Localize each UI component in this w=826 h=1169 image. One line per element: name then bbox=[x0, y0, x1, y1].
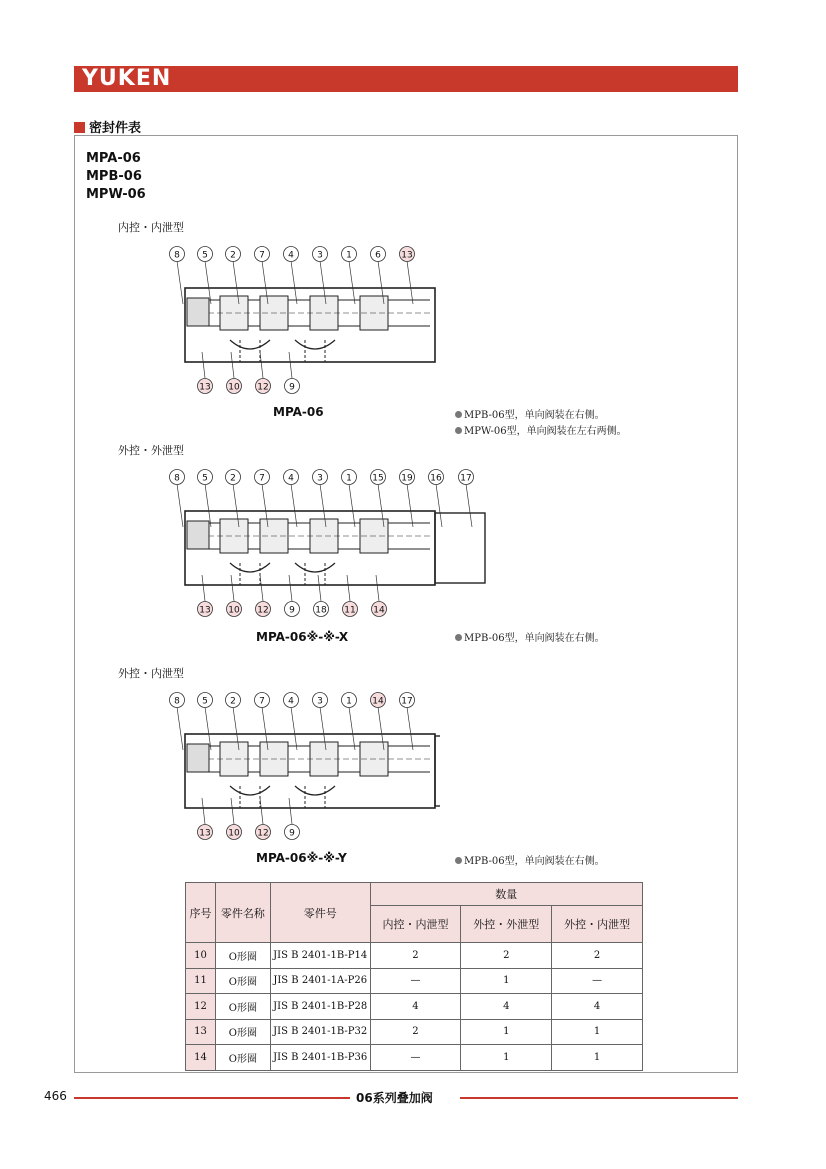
model-name: MPW-06 bbox=[86, 187, 146, 202]
cell-qty: 1 bbox=[552, 1045, 643, 1071]
callout-number: 13 bbox=[199, 828, 211, 839]
table-row bbox=[186, 1045, 643, 1071]
diagram-note: MPW-06型，单向阀装在左右两侧。 bbox=[455, 424, 627, 440]
header-quantity: 数量 bbox=[370, 883, 642, 906]
cell-qty: 4 bbox=[552, 994, 643, 1020]
header-part-number: 零件号 bbox=[270, 883, 370, 943]
page-number: 466 bbox=[44, 1089, 67, 1103]
cell-qty: 1 bbox=[461, 1045, 552, 1071]
callout-number: 17 bbox=[460, 473, 472, 484]
cell-qty: 2 bbox=[461, 943, 552, 969]
brand-header-bar bbox=[74, 66, 738, 92]
cell-qty: — bbox=[552, 968, 643, 994]
diagram-note: MPB-06型，单向阀装在右侧。 bbox=[455, 854, 605, 870]
cell-part-number: JIS B 2401-1B-P36 bbox=[270, 1045, 370, 1071]
callout-number: 17 bbox=[401, 696, 413, 707]
section-title: 密封件表 bbox=[74, 117, 141, 136]
diagram-title: MPA-06※-※-Y bbox=[256, 851, 347, 865]
cell-name: O形圈 bbox=[215, 943, 270, 969]
callout-number: 13 bbox=[199, 605, 211, 616]
callout-number: 16 bbox=[430, 473, 442, 484]
cell-qty: 2 bbox=[370, 1019, 461, 1045]
callout-number: 9 bbox=[289, 382, 295, 393]
callout-number: 15 bbox=[372, 473, 384, 484]
callout-number: 10 bbox=[228, 605, 240, 616]
callout-number: 13 bbox=[199, 382, 211, 393]
callout-number: 9 bbox=[289, 828, 295, 839]
callout-number: 2 bbox=[230, 250, 236, 261]
seal-parts-table bbox=[185, 882, 643, 1071]
callout-number: 13 bbox=[401, 250, 413, 261]
callout-number: 4 bbox=[288, 696, 294, 707]
callout-number: 2 bbox=[230, 473, 236, 484]
callout-number: 2 bbox=[230, 696, 236, 707]
diagram-note: MPB-06型，单向阀装在右侧。 bbox=[455, 631, 605, 647]
cell-index: 11 bbox=[186, 968, 216, 994]
footer-rule-right bbox=[460, 1097, 738, 1099]
callout-number: 10 bbox=[228, 382, 240, 393]
callout-number: 12 bbox=[257, 605, 269, 616]
section-marker bbox=[74, 122, 85, 133]
cell-part-number: JIS B 2401-1B-P32 bbox=[270, 1019, 370, 1045]
table-row bbox=[186, 994, 643, 1020]
callout-number: 3 bbox=[317, 250, 323, 261]
callout-number: 10 bbox=[228, 828, 240, 839]
diagram-subtitle: 外控・内泄型 bbox=[118, 667, 184, 680]
cell-qty: 2 bbox=[370, 943, 461, 969]
diagram-subtitle: 外控・外泄型 bbox=[118, 444, 184, 457]
cell-part-number: JIS B 2401-1B-P14 bbox=[270, 943, 370, 969]
cell-qty: 1 bbox=[552, 1019, 643, 1045]
valve-section-diagram bbox=[160, 240, 440, 400]
diagram-note: MPB-06型，单向阀装在右侧。 bbox=[455, 408, 605, 424]
callout-number: 9 bbox=[289, 605, 295, 616]
callout-number: 7 bbox=[259, 696, 265, 707]
callout-number: 12 bbox=[257, 828, 269, 839]
cell-qty: 1 bbox=[461, 968, 552, 994]
callout-number: 3 bbox=[317, 473, 323, 484]
cell-qty: — bbox=[370, 968, 461, 994]
model-list bbox=[86, 150, 146, 204]
footer-title: 06系列叠加阀 bbox=[356, 1091, 433, 1105]
model-name: MPA-06 bbox=[86, 151, 141, 166]
callout-number: 4 bbox=[288, 250, 294, 261]
diagram-title: MPA-06※-※-X bbox=[256, 630, 349, 644]
table-row bbox=[186, 1019, 643, 1045]
callout-number: 1 bbox=[346, 473, 352, 484]
table-row bbox=[186, 943, 643, 969]
callout-number: 14 bbox=[372, 696, 384, 707]
cell-index: 10 bbox=[186, 943, 216, 969]
callout-number: 4 bbox=[288, 473, 294, 484]
header-qty-type: 内控・内泄型 bbox=[370, 906, 461, 943]
callout-number: 8 bbox=[174, 250, 180, 261]
callout-number: 18 bbox=[315, 605, 327, 616]
callout-number: 8 bbox=[174, 696, 180, 707]
callout-number: 3 bbox=[317, 696, 323, 707]
callout-number: 11 bbox=[344, 605, 356, 616]
header-index: 序号 bbox=[186, 883, 216, 943]
cell-qty: — bbox=[370, 1045, 461, 1071]
callout-number: 14 bbox=[373, 605, 385, 616]
cell-index: 13 bbox=[186, 1019, 216, 1045]
cell-part-number: JIS B 2401-1A-P26 bbox=[270, 968, 370, 994]
cell-name: O形圈 bbox=[215, 1045, 270, 1071]
callout-number: 7 bbox=[259, 250, 265, 261]
cell-name: O形圈 bbox=[215, 968, 270, 994]
callout-number: 8 bbox=[174, 473, 180, 484]
callout-number: 1 bbox=[346, 696, 352, 707]
callout-number: 12 bbox=[257, 382, 269, 393]
brand-logo: YUKEN bbox=[82, 66, 172, 91]
cell-qty: 4 bbox=[461, 994, 552, 1020]
footer-rule-left bbox=[74, 1097, 350, 1099]
callout-number: 5 bbox=[202, 473, 208, 484]
model-name: MPB-06 bbox=[86, 169, 142, 184]
valve-section-diagram bbox=[160, 686, 440, 846]
callout-number: 5 bbox=[202, 250, 208, 261]
callout-number: 6 bbox=[375, 250, 381, 261]
callout-number: 7 bbox=[259, 473, 265, 484]
diagram-title: MPA-06 bbox=[273, 405, 324, 419]
cell-qty: 4 bbox=[370, 994, 461, 1020]
cell-qty: 1 bbox=[461, 1019, 552, 1045]
callout-number: 5 bbox=[202, 696, 208, 707]
callout-number: 19 bbox=[401, 473, 413, 484]
cell-index: 12 bbox=[186, 994, 216, 1020]
cell-name: O形圈 bbox=[215, 994, 270, 1020]
cell-name: O形圈 bbox=[215, 1019, 270, 1045]
header-qty-type: 外控・外泄型 bbox=[461, 906, 552, 943]
callout-number: 1 bbox=[346, 250, 352, 261]
header-part-name: 零件名称 bbox=[215, 883, 270, 943]
cell-index: 14 bbox=[186, 1045, 216, 1071]
header-qty-type: 外控・内泄型 bbox=[552, 906, 643, 943]
table-row bbox=[186, 968, 643, 994]
cell-part-number: JIS B 2401-1B-P28 bbox=[270, 994, 370, 1020]
cell-qty: 2 bbox=[552, 943, 643, 969]
diagram-subtitle: 内控・内泄型 bbox=[118, 221, 184, 234]
valve-section-diagram bbox=[160, 463, 500, 623]
